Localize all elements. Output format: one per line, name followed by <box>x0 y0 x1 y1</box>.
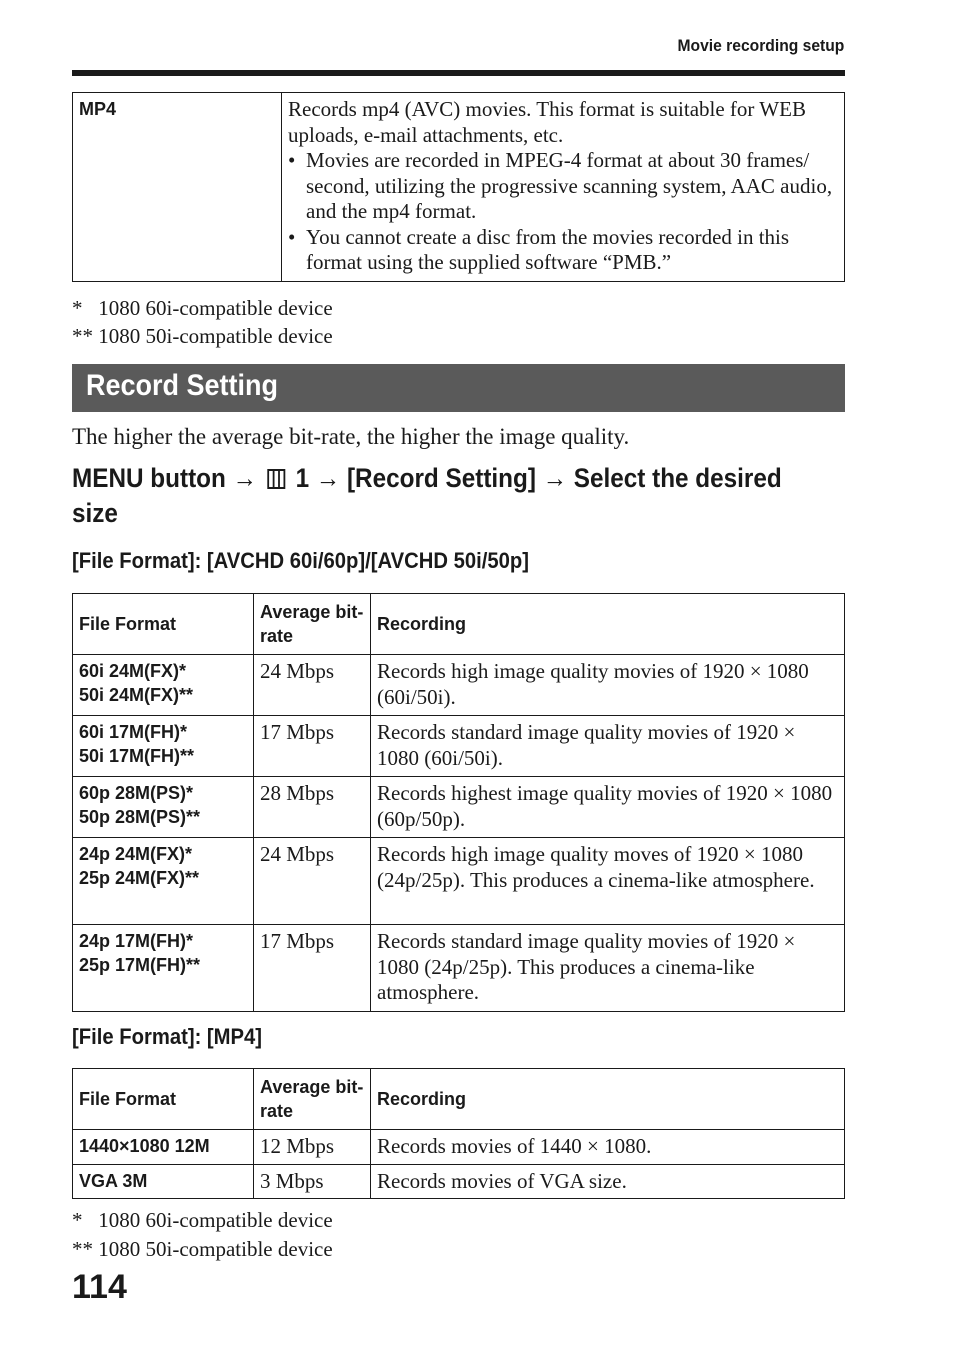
table-subheading: [File Format]: [AVCHD 60i/60p]/[AVCHD 50i/50p] <box>72 548 529 573</box>
format-name: VGA 3M <box>79 1170 148 1191</box>
format-name: 50i 17M(FH)** <box>79 746 195 766</box>
menu-path-instruction <box>72 461 792 531</box>
intro-text: The higher the average bit-rate, the higher the image quality. <box>72 424 630 449</box>
table-header-row <box>73 1069 845 1130</box>
section-banner <box>72 364 845 412</box>
table-header-row <box>73 594 845 655</box>
bitrate-cell: 28 Mbps <box>254 777 371 838</box>
table-row <box>73 716 845 777</box>
format-cell <box>73 655 254 716</box>
table-row <box>73 93 845 282</box>
table-row <box>73 1164 845 1199</box>
list-item: • Movies are recorded in MPEG-4 format at about 30 frames/ second, utilizing the progressive scanning system, AAC audio, and the mp4 format. <box>288 148 833 223</box>
column-header: Average bit-rate <box>254 1069 371 1130</box>
column-header: File Format <box>73 1069 254 1130</box>
format-name: 50p 28M(PS)** <box>79 807 201 827</box>
menu-path-part: MENU button → <box>72 463 257 493</box>
format-cell <box>73 1130 254 1165</box>
footnote: * 1080 60i-compatible device <box>72 1208 333 1232</box>
table-row <box>73 777 845 838</box>
format-name: 25p 24M(FX)** <box>79 868 200 888</box>
table-subheading: [File Format]: [MP4] <box>72 1024 263 1049</box>
column-header: Recording <box>371 1069 845 1130</box>
bitrate-cell: 24 Mbps <box>254 838 371 925</box>
page-number: 114 <box>72 1268 127 1306</box>
movie-menu-icon <box>267 469 285 489</box>
mp4-format-table <box>72 92 845 282</box>
avchd-bitrate-table <box>72 593 845 1012</box>
recording-cell: Records movies of VGA size. <box>371 1164 845 1199</box>
list-item: • You cannot create a disc from the movies recorded in this format using the supplied software “PMB.” <box>288 224 790 274</box>
recording-cell: Records movies of 1440 × 1080. <box>371 1130 845 1165</box>
format-name: 60i 24M(FX)* <box>79 661 187 681</box>
format-name: 24p 17M(FH)* <box>79 931 194 951</box>
bullet-text: Movies are recorded in MPEG-4 format at about 30 frames/ second, utilizing the progressive scanning system, AAC audio, and the mp4 format. <box>306 148 833 223</box>
menu-path-part: 1 → [Record Setting] → Select the desired <box>295 463 782 493</box>
format-description <box>282 93 845 282</box>
format-name: 24p 24M(FX)* <box>79 844 193 864</box>
recording-cell: Records highest image quality movies of 1920 × 1080 (60p/50p). <box>371 777 845 838</box>
format-name: 50i 24M(FX)** <box>79 685 194 705</box>
format-cell <box>73 716 254 777</box>
format-cell <box>73 838 254 925</box>
menu-path-part: size <box>72 498 118 528</box>
format-name: 25p 17M(FH)** <box>79 955 201 975</box>
table-row <box>73 838 845 925</box>
description-text: Records mp4 (AVC) movies. This format is suitable for WEB uploads, e-mail attachments, etc. <box>288 97 806 147</box>
footnote: ** 1080 50i-compatible device <box>72 324 333 348</box>
running-header: Movie recording setup <box>677 36 844 55</box>
bitrate-cell: 17 Mbps <box>254 925 371 1012</box>
column-header: Recording <box>371 594 845 655</box>
column-header: File Format <box>73 594 254 655</box>
format-cell <box>73 777 254 838</box>
footnote: * 1080 60i-compatible device <box>72 296 333 320</box>
column-header: Average bit-rate <box>254 594 371 655</box>
format-name: 60i 17M(FH)* <box>79 722 188 742</box>
recording-cell: Records standard image quality movies of 1920 × 1080 (60i/50i). <box>371 716 845 777</box>
table-row <box>73 655 845 716</box>
bitrate-cell: 3 Mbps <box>254 1164 371 1199</box>
table-row <box>73 1130 845 1165</box>
recording-cell: Records standard image quality movies of 1920 × 1080 (24p/25p). This produces a cinema-like atmosphere. <box>371 925 845 1012</box>
footnote: ** 1080 50i-compatible device <box>72 1237 333 1261</box>
recording-cell: Records high image quality moves of 1920 × 1080 (24p/25p). This produces a cinema-like atmosphere. <box>371 838 845 925</box>
recording-cell: Records high image quality movies of 1920 × 1080 (60i/50i). <box>371 655 845 716</box>
format-name: 60p 28M(PS)* <box>79 783 194 803</box>
mp4-bitrate-table <box>72 1068 845 1199</box>
section-title: Record Setting <box>86 369 279 402</box>
format-label: MP4 <box>73 93 282 282</box>
format-cell <box>73 1164 254 1199</box>
bitrate-cell: 12 Mbps <box>254 1130 371 1165</box>
bitrate-cell: 17 Mbps <box>254 716 371 777</box>
bitrate-cell: 24 Mbps <box>254 655 371 716</box>
table-row <box>73 925 845 1012</box>
format-cell <box>73 925 254 1012</box>
header-rule <box>72 70 845 76</box>
format-name: 1440×1080 12M <box>79 1136 210 1156</box>
bullet-text: You cannot create a disc from the movies recorded in this format using the supplied software “PMB.” <box>306 224 790 274</box>
